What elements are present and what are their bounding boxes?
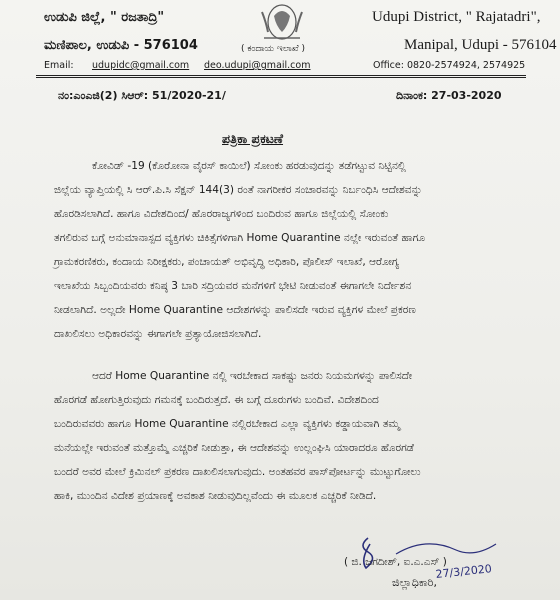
email-label: Email: bbox=[44, 60, 74, 71]
email-link-2[interactable]: deo.udupi@gmail.com bbox=[204, 60, 311, 71]
reference-number: ನಂ:ಎಂಎಜಿ(2) ಸಿಆರ್: 51/2020-21/ bbox=[58, 89, 226, 102]
english-address-line-2: Manipal, Udupi - 576104 bbox=[404, 37, 557, 53]
state-emblem-icon bbox=[254, 2, 310, 44]
kannada-address-line-1: ಉಡುಪಿ ಜಿಲ್ಲೆ, " ರಜತಾದ್ರಿ" bbox=[44, 10, 165, 25]
paragraph-2-line: ಬಂದಿರುವವರು ಹಾಗೂ Home Quarantine ನಲ್ಲಿರಬೇಕಾದ ಎಲ್ಲಾ ವ್ಯಕ್ತಿಗಳು ಕಡ್ಡಾಯವಾಗಿ ತಮ್ಮ bbox=[54, 418, 400, 430]
paragraph-1-line: ತಗಲಿರುವ ಬಗ್ಗೆ ಅನುಮಾನಾಸ್ಪದ ವ್ಯಕ್ತಿಗಳು ಚಿಕಿತ್ಸೆಗಳಿಗಾಗಿ Home Quarantine ನಲ್ಲೇ ಇರುವಂತೆ ಹಾಗೂ bbox=[54, 232, 426, 244]
paragraph-2-line: ಮನೆಯಲ್ಲೇ ಇರುವಂತೆ ಮತ್ತೊಮ್ಮೆ ಎಚ್ಚರಿಕೆ ನೀಡುತ್ತಾ, ಈ ಆದೇಶವನ್ನು ಉಲ್ಲಂಘಿಸಿ ಯಾರಾದರೂ ಹೊರಗಡೆ bbox=[54, 442, 414, 454]
signatory-name: ( ಜಿ. ಜಗದೀಶ್, ಐ.ಎ.ಎಸ್ ) bbox=[344, 556, 447, 568]
header-divider bbox=[36, 75, 526, 76]
svg-text:27/3/2020: 27/3/2020 bbox=[434, 562, 493, 581]
paragraph-1-line: ಇಲಾಖೆಯ ಸಿಬ್ಬಂದಿಯವರು ಕನಿಷ್ಠ 3 ಬಾರಿ ಸದ್ರಿಯವರ ಮನೆಗಳಿಗೆ ಭೇಟಿ ನೀಡುವಂತೆ ಈಗಾಗಲೇ ನಿರ್ದೇಶನ bbox=[54, 280, 412, 292]
paragraph-2-line: ಬಂದರೆ ಅವರ ಮೇಲೆ ಕ್ರಿಮಿನಲ್ ಪ್ರಕರಣ ದಾಖಲಿಸಲಾಗುವುದು. ಅಂತಹವರ ಪಾಸ್‌ಪೋರ್ಟನ್ನು ಮುಟ್ಟುಗೋಲು bbox=[54, 466, 421, 478]
department-label: ( ಕಂದಾಯ ಇಲಾಖೆ ) bbox=[241, 44, 306, 54]
email-link-1[interactable]: udupidc@gmail.com bbox=[92, 60, 190, 71]
paragraph-2-line: ಹಾಕಿ, ಮುಂದಿನ ವಿದೇಶ ಪ್ರಯಾಣಕ್ಕೆ ಅವಕಾಶ ನೀಡುವುದಿಲ್ಲವೆಂದು ಈ ಮೂಲಕ ಎಚ್ಚರಿಕೆ ನೀಡಿದೆ. bbox=[54, 490, 377, 502]
paragraph-1-line: ಗ್ರಾಮಕರಣಿಕರು, ಕಂದಾಯ ನಿರೀಕ್ಷಕರು, ಪಂಚಾಯತ್ ಅಭಿವೃದ್ಧಿ ಅಧಿಕಾರಿ, ಪೊಲೀಸ್ ಇಲಾಖೆ, ಆರೋಗ್ಯ bbox=[54, 256, 400, 268]
paragraph-1-line: ಹೊರಡಿಸಲಾಗಿದೆ. ಹಾಗೂ ವಿದೇಶದಿಂದ/ ಹೊರರಾಜ್ಯಗಳಿಂದ ಬಂದಿರುವ ಹಾಗೂ ಜಿಲ್ಲೆಯಲ್ಲಿ ಸೋಂಕು bbox=[54, 208, 389, 220]
document-title: ಪತ್ರಿಕಾ ಪ್ರಕಟಣೆ bbox=[222, 131, 284, 146]
kannada-address-line-2: ಮಣಿಪಾಲ, ಉಡುಪಿ - 576104 bbox=[44, 38, 198, 53]
reference-date: ದಿನಾಂಕ: 27-03-2020 bbox=[396, 89, 502, 102]
paragraph-2-line: ಹೊರಗಡೆ ಹೋಗುತ್ತಿರುವುದು ಗಮನಕ್ಕೆ ಬಂದಿರುತ್ತದೆ. ಈ ಬಗ್ಗೆ ದೂರುಗಳು ಬಂದಿವೆ. ವಿದೇಶದಿಂದ bbox=[54, 394, 379, 406]
english-address-line-1: Udupi District, " Rajatadri", bbox=[372, 9, 541, 25]
paragraph-1-line: ದಾಖಲಿಸಲು ಅಧಿಕಾರವನ್ನು ಈಗಾಗಲೇ ಪ್ರತ್ಯಾಯೋಜಿಸಲಾಗಿದೆ. bbox=[54, 328, 262, 340]
signatory-designation: ಜಿಲ್ಲಾಧಿಕಾರಿ, bbox=[392, 576, 437, 589]
office-phone: Office: 0820-2574924, 2574925 bbox=[373, 60, 526, 71]
paragraph-1-line: ಜಿಲ್ಲೆಯ ವ್ಯಾಪ್ತಿಯಲ್ಲಿ ಸಿ ಆರ್.ಪಿ.ಸಿ ಸೆಕ್ಷನ್ 144(3) ರಂತೆ ನಾಗರೀಕರ ಸಂಚಾರವನ್ನು ನಿರ್ಬಂಧಿಸಿ ಆದೇಶವನ್ನು bbox=[54, 184, 423, 196]
header-divider-2 bbox=[36, 77, 526, 78]
paragraph-2-line: ಆದರೆ Home Quarantine ನಲ್ಲಿ ಇರಬೇಕಾದ ಸಾಕಷ್ಟು ಜನರು ನಿಯಮಗಳನ್ನು ಪಾಲಿಸದೇ bbox=[92, 370, 413, 382]
paragraph-1-line: ಕೋವಿಡ್ -19 (ಕೊರೋನಾ ವೈರಸ್ ಕಾಯಿಲೆ) ಸೋಂಕು ಹರಡುವುದನ್ನು ತಡೆಗಟ್ಟುವ ನಿಟ್ಟಿನಲ್ಲಿ bbox=[92, 160, 406, 172]
paragraph-1-line: ನೀಡಲಾಗಿದೆ. ಅಲ್ಲದೇ Home Quarantine ಆದೇಶಗಳನ್ನು ಪಾಲಿಸದೇ ಇರುವ ವ್ಯಕ್ತಿಗಳ ಮೇಲೆ ಪ್ರಕರಣ bbox=[54, 304, 416, 316]
